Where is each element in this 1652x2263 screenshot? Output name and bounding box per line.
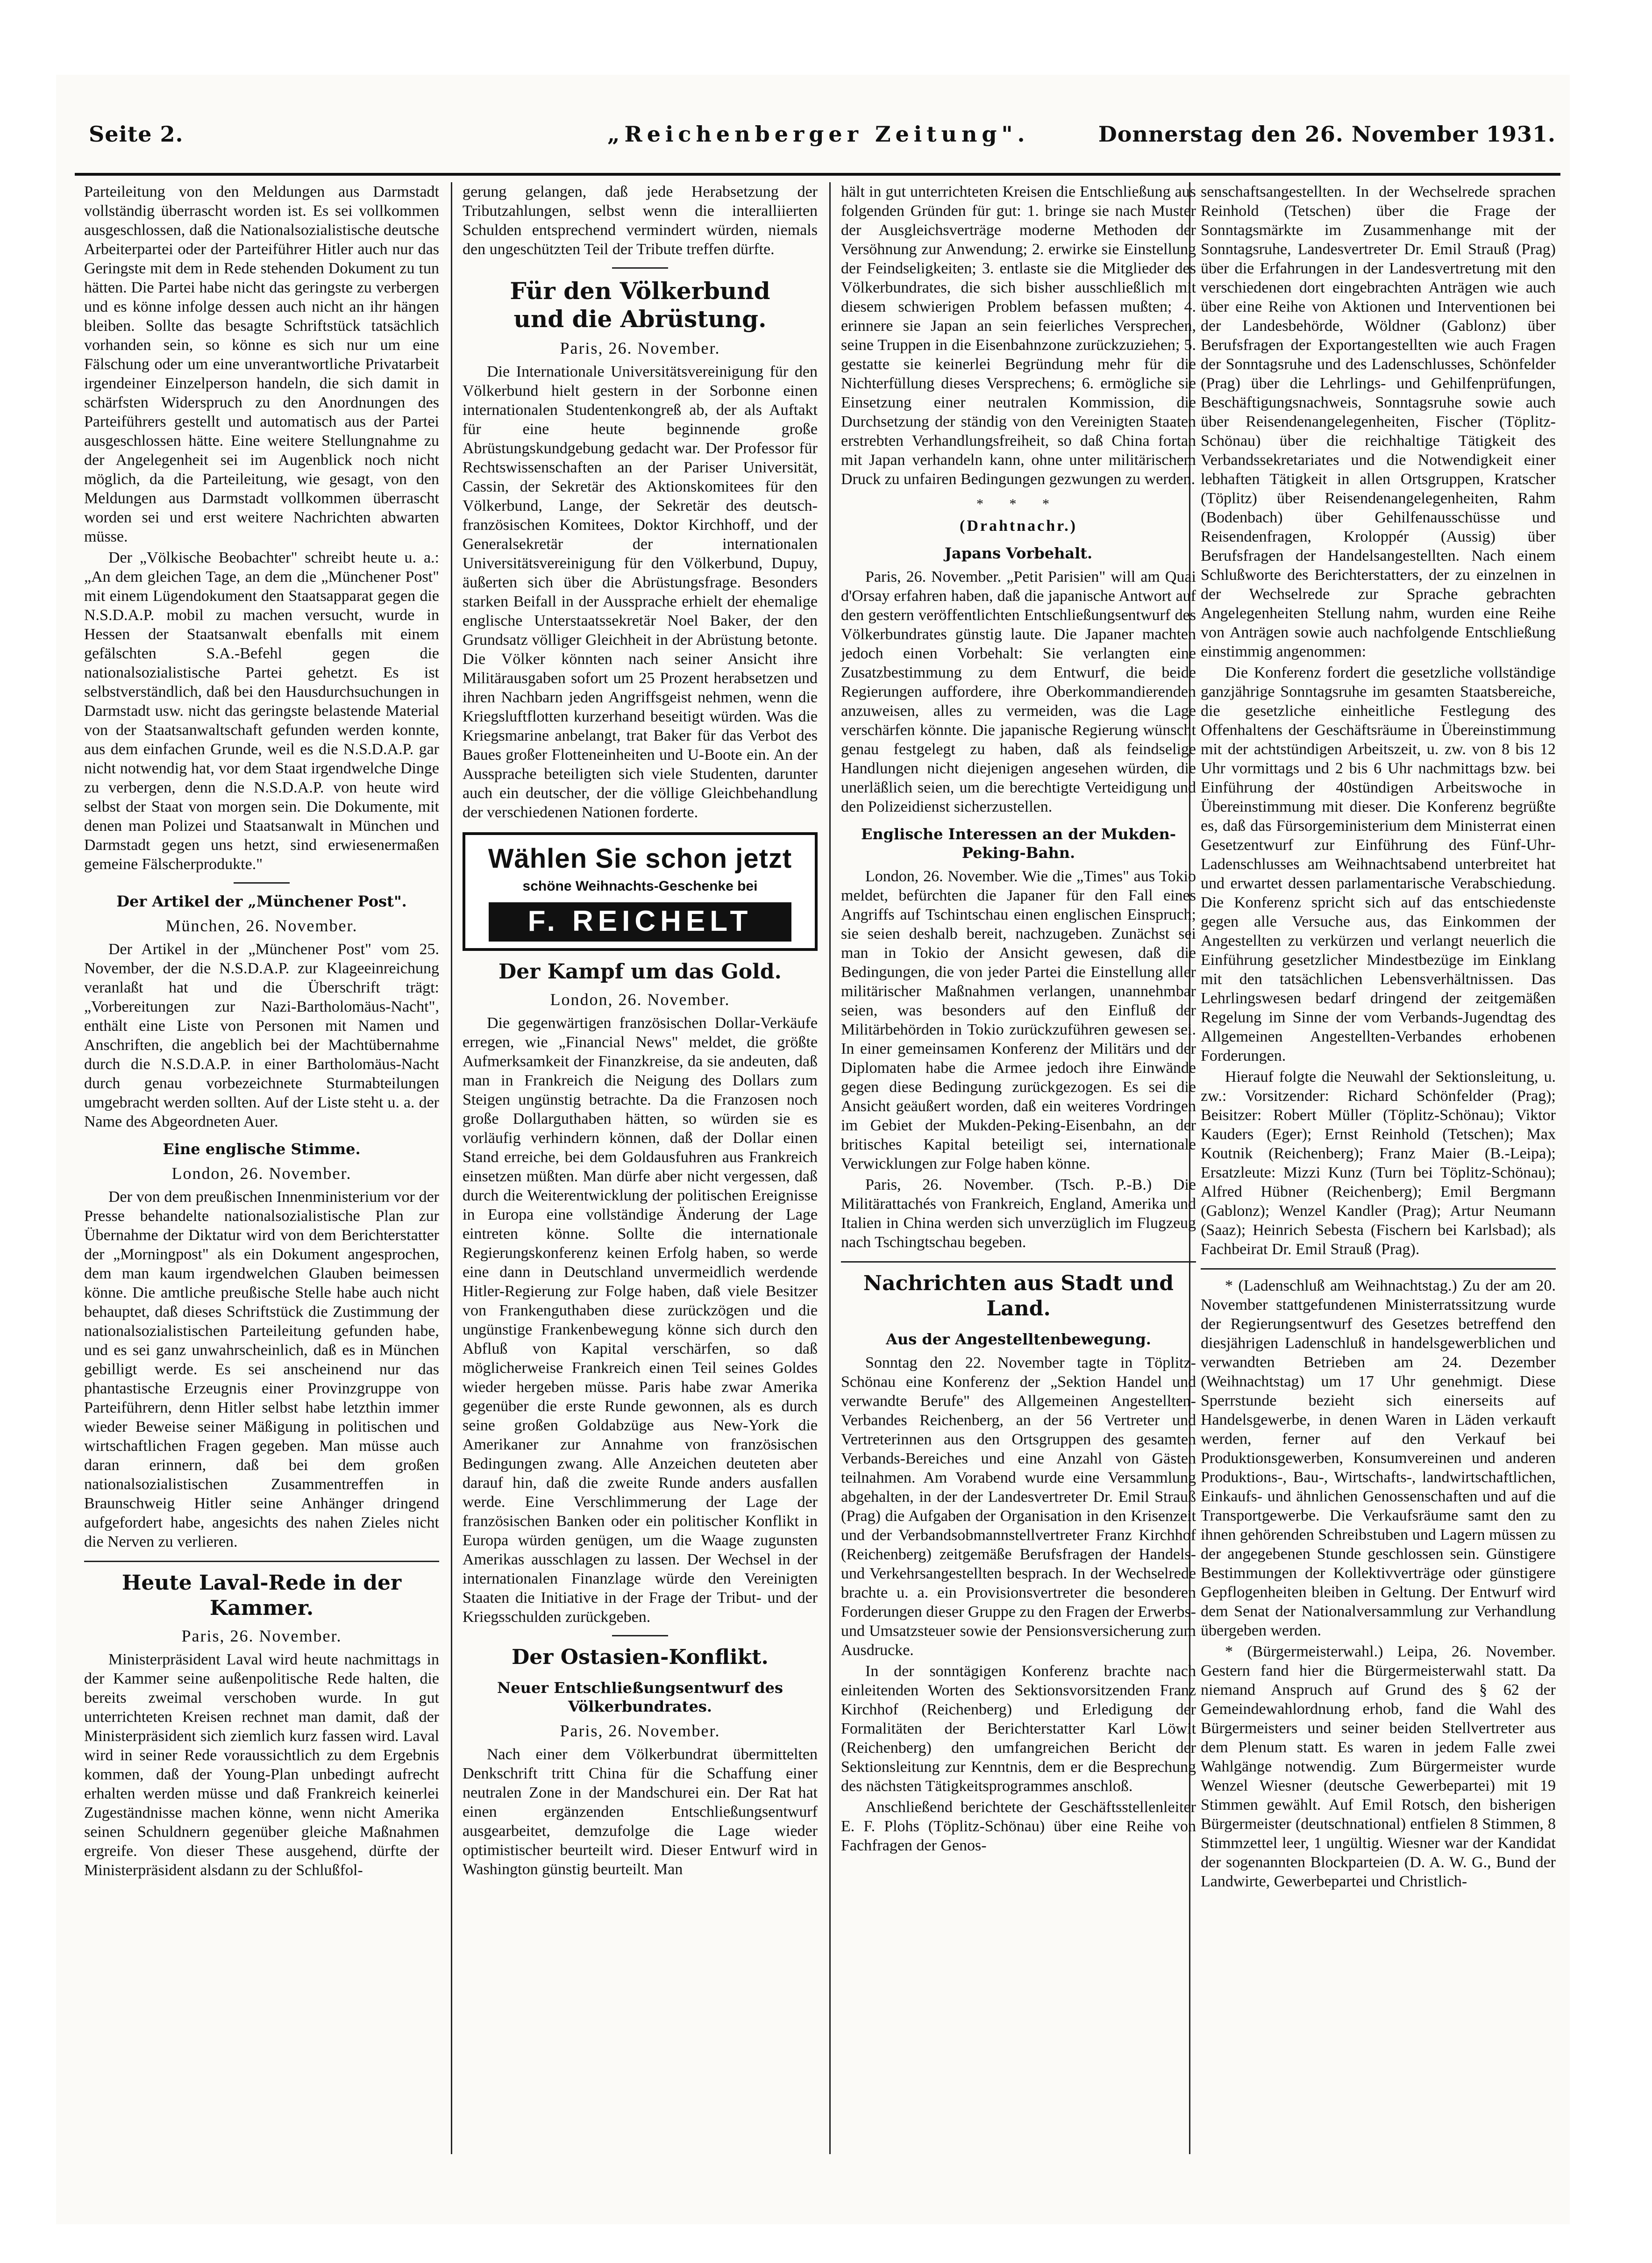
article-paragraph: Paris, 26. November. (Tsch. P.-B.) Die Militärattachés von Frankreich, England, Amerika und Italien in China werden sich unverzüglich im Flugzeug nach Tschingtschau begeben.: [841, 1176, 1196, 1251]
header-rule: [75, 173, 1560, 176]
article-paragraph: Die Konferenz fordert die gesetzliche vollständige ganzjährige Sonntagsruhe im gesamten Staatsbereiche, die gesetzliche einheitliche Festlegung des Offenhaltens der Geschäftsräume in Übereinstimmung mit der achtstündigen Arbeitszeit, u. zw. von 8 bis 12 Uhr vormittags und 2 bis 6 Uhr nachmittags bzw. bei Einführung der 40stündigen Arbeitswoche in Übereinstimmung mit dieser. Die Konferenz begrüßte es, daß das Fürsorgeministerium dem Ministerrat einen Gesetzentwurf zur Einführung des Fünf-Uhr-Ladenschlusses am Weihnachtsabend unterbreitet hat und erwartet dessen parlamentarische Verabschiedung. Die Konferenz spricht sich auf das entschiedenste gegen alle Versuche aus, das Einkommen der Angestellten zu verkürzen und verlangt neuerlich die Einführung gesetzlicher Mindestbezüge im Einklang mit den tatsächlichen Lebensverhältnissen. Das Lehrlingswesen bedarf dringend der zeitgemäßen Regelung im Sinne der vom Verbands-Jugendtag des Allgemeinen Angestellten-Verbandes erhobenen Forderungen.: [1201, 664, 1556, 1064]
article-paragraph: Der „Völkische Beobachter" schreibt heute u. a.: „An dem gleichen Tage, an dem die „Münchener Post" mit einem Lügendokument den Staatsapparat gegen die N.S.D.A.P. mobil zu machen versucht, wurde in Hessen der Staatsanwalt ebenfalls mit einem gefälschten S.A.-Befehl gegen die nationalsozialistische Partei gehetzt. Es ist selbstverständlich, daß bei den Hausdurchsuchungen in Darmstadt usw. nicht das geringste belastende Material von der Staatsanwaltschaft gefunden werden konnte, aus dem einfachen Grunde, weil es die N.S.D.A.P. gar nicht notwendig hat, vor dem Staat irgendwelche Dinge zu verbergen, denn die N.S.D.A.P. von heute wird selbst der Staat von morgen sein. Die Dokumente, mit denen man Polizei und Staatsanwalt in München und Darmstadt gegen uns hetzt, sind erwiesenermaßen gemeine Fälscherprodukte.": [84, 549, 439, 873]
dateline: Paris, 26. November.: [560, 1721, 720, 1740]
article-heading: Eine englische Stimme.: [163, 1140, 361, 1158]
article-paragraph: Parteileitung von den Meldungen aus Darmstadt vollständig überrascht worden ist. Es sei vollkommen ausgeschlossen, daß die Nationalsozialistische deutsche Arbeiterpartei oder der Parteiführer Hitler auch nur das Geringste mit dem in Rede stehenden Dokument zu tun hätten. Die Partei habe nicht das geringste zu verbergen und es könne infolge dessen auch nicht an ihr hängen bleiben. Sollte das besagte Schriftstück tatsächlich vorhanden sein, so könne es sich nur um eine Fälschung oder um eine unverantwortliche Privatarbeit irgendeiner Einzelperson handeln, die sich damit in schärfsten Widerspruch zu den Anordnungen des Parteiführers gestellt und automatisch aus der Partei ausgeschlossen hätte. Eine weitere Stellungnahme zu der Angelegenheit sei im Augenblick noch nicht möglich, da die Parteileitung, wie gesagt, von den Meldungen aus Darmstadt vollkommen überrascht worden sei und erst weitere Nachrichten abwarten müsse.: [84, 183, 439, 545]
separator: [84, 1561, 439, 1562]
page-number: Seite 2.: [89, 121, 184, 147]
article-paragraph: Ministerpräsident Laval wird heute nachmittags in der Kammer seine außenpolitische Rede halten, die bereits zweimal verschoben wurde. In gut unterrichteten Kreisen rechnet man damit, daß der Ministerpräsident sich ziemlich kurz fassen wird. Laval wird in seiner Rede voraussichtlich zu dem Ergebnis kommen, daß der Young-Plan unbedingt aufrecht erhalten werden müsse und daß Frankreich keinerlei Zugeständnisse machen könne, wenn nicht Amerika seinen Schuldnern gegenüber gleiche Maßnahmen ergreife. Von dieser These ausgehend, dürfte der Ministerpräsident alsdann zu der Schlußfol-: [84, 1651, 439, 1879]
article-paragraph: In der sonntägigen Konferenz brachte nach einleitenden Worten des Sektionsvorsitzenden Franz Kirchhof (Reichenberg) und Erledigung der Formalitäten der Berichterstatter Karl Löwit (Reichenberg) den umfangreichen Bericht der Sektionsleitung zur Kenntnis, dem er die Besprechung des nächsten Tätigkeitsprogrammes anschloß.: [841, 1663, 1196, 1795]
article-heading: Japans Vorbehalt.: [944, 544, 1093, 562]
separator: [612, 267, 668, 269]
dateline: London, 26. November.: [550, 990, 730, 1009]
dateline: München, 26. November.: [165, 916, 358, 935]
article-paragraph: Die gegenwärtigen französischen Dollar-Verkäufe erregen, wie „Financial News" meldet, die größte Aufmerksamkeit der Finanzkreise, da sie andeuten, daß man in Frankreich die Neigung des Dollars zum Steigen ungünstig betrachte. Da die Franzosen noch große Dollarguthaben hätten, so würden sie es vorläufig verhindern können, daß der Dollar einen Stand erreiche, bei dem Goldausfuhren aus Frankreich einsetzen müßten. Man dürfe aber nicht vergessen, daß durch die Weiterentwicklung der politischen Ereignisse in Europa eine vollständige Änderung der Lage eintreten könne. Sollte die internationale Regierungskonferenz keinen Erfolg haben, so werde eine dann in Deutschland unvermeidlich werdende Hitler-Regierung zur Folge haben, daß viele Besitzer von Frankenguthaben diese zurückzögen und die ungünstige Frankenbewegung könne sich durch den Abfluß von Kapital verschärfen, so daß möglicherweise Frankreich einen Teil seines Goldes wieder hergeben müsse. Paris habe zwar Amerika gegenüber die erste Runde gewonnen, als es durch seine großen Goldabzüge aus New-York die Amerikaner zur Annahme von französischen Bedingungen zwang. Alle Anzeichen deuteten aber darauf hin, daß die zweite Runde anders ausfallen werde. Eine Verschlimmerung der Lage der französischen Banken oder ein politischer Konflikt in Europa würden genügen, um die Waage zugunsten Amerikas ausschlagen zu lassen. Der Wechsel in der internationalen Finanzlage würde den Vereinigten Staaten die Initiative in der Frage der Tribut- und der Kriegsschulden zurückgeben.: [463, 1014, 818, 1626]
column-rule: [829, 182, 831, 2154]
ad-brand: F. REICHELT: [489, 902, 791, 942]
column-2: [463, 182, 818, 1881]
heading-line: Für den Völkerbund: [510, 277, 770, 305]
article-paragraph: * (Bürgermeisterwahl.) Leipa, 26. November. Gestern fand hier die Bürgermeisterwahl statt. Da niemand Anspruch auf Grund des § 62 der Gemeindewahlordnung erhob, fand die Wahl des Bürgermeisters und seiner beiden Stellvertreter aus dem Plenum statt. Es waren in jedem Falle zwei Wahlgänge notwendig. Zum Bürgermeister wurde Wenzel Wiesner (deutsche Gewerbepartei) mit 19 Stimmen gewählt. Auf Emil Rotsch, den bisherigen Bürgermeister (deutschnational) entfielen 8 Stimmen, 8 Stimmzettel leer, 1 ungültig. Wiesner war der Kandidat der sogenannten Blockparteien (D. A. W. G., Bund der Landwirte, Gewerbepartei und Christlich-: [1201, 1643, 1556, 1890]
section-heading: Nachrichten aus Stadt und Land.: [863, 1271, 1174, 1321]
newspaper-page: [56, 75, 1570, 2224]
article-paragraph: gerung gelangen, daß jede Herabsetzung der Tributzahlungen, selbst wenn die interalliierten Schulden entsprechend vermindert würden, niemals den ungeschützten Teil der Tribute treffen dürfte.: [463, 183, 818, 258]
article-heading: Der Ostasien-Konflikt.: [512, 1645, 769, 1669]
article-paragraph: Hierauf folgte die Neuwahl der Sektionsleitung, u. zw.: Vorsitzender: Richard Schönfelder (Prag); Beisitzer: Robert Müller (Töplitz-Schönau); Viktor Kauders (Eger); Ernst Reinhold (Tetschen); Max Koutnik (Reichenberg); Franz Maier (B.-Leipa); Ersatzleute: Mizzi Kunz (Turn bei Töplitz-Schönau); Alfred Hübner (Reichenberg); Emil Bergmann (Gablonz); Wenzel Kandler (Prag); Artur Neumann (Saaz); Heinrich Sebesta (Fischern bei Karlsbad); als Fachbeirat Dr. Emil Strauß (Prag).: [1201, 1068, 1556, 1258]
separator-stars: * * *: [976, 496, 1061, 512]
article-heading: Englische Interessen an der Mukden-Peking-Bahn.: [861, 825, 1176, 862]
column-rule: [451, 182, 452, 2154]
wire-label: (Drahtnachr.): [960, 517, 1077, 535]
column-1: [84, 182, 439, 1882]
separator: [612, 1635, 668, 1636]
article-paragraph: Der Artikel in der „Münchener Post" vom 25. November, der die N.S.D.A.P. zur Klageeinreichung veranlaßt hat und die Überschrift trägt: „Vorbereitungen zur Nazi-Bartholomäus-Nacht", enthält eine Liste von Personen mit Namen und Anschriften, die angeblich bei der Machtübernahme durch die N.S.D.A.P. in einer Bartholomäus-Nacht durch genau vorbezeichnete Sturmabteilungen umgebracht werden sollten. Auf der Liste steht u. a. der Name des Abgeordneten Auer.: [84, 941, 439, 1130]
column-4: [1201, 182, 1556, 1893]
dateline: Paris, 26. November.: [181, 1627, 342, 1645]
dateline: London, 26. November.: [171, 1164, 352, 1183]
column-3: [841, 182, 1196, 1857]
separator: [1201, 1268, 1556, 1270]
article-paragraph: senschaftsangestellten. In der Wechselrede sprachen Reinhold (Tetschen) über die Frage der Sonntagsmärkte im Zusammenhange mit der Sonntagsruhe, Landesvertreter Dr. Emil Strauß (Prag) über die Erfahrungen in der Landesvertretung mit den verschiedenen dort eingebrachten Anträgen wie auch über eine Reihe von Aktionen und Interventionen bei der Landesbehörde, Wöldner (Gablonz) über Berufsfragen der Exportangestellten wie auch Fragen der Sonntagsruhe und des Ladenschlusses, Schönfelder (Prag) über die Lehrlings- und Gehilfenprüfungen, Beschäftigungsnachweis, Sonntagsruhe sowie auch über Reisendenangelegenheiten, Fischer (Töplitz-Schönau) über die reichhaltige Tätigkeit des Verbandssekretariates und die Notwendigkeit einer lebhaften Tätigkeit in allen Ortsgruppen, Kratscher (Töplitz) über Reisendenangelegenheiten, Rahm (Bodenbach) über Gehilfenausschüsse und Reisendenfragen, Kroloppér (Aussig) über Berufsfragen der Handelsangestellten. Nach einem Schlußworte des Berichterstatters, der zu einzelnen in der Wechselrede zur Sprache gebrachten Angelegenheiten Stellung nahm, wurden eine Reihe von Anträgen sowie auch nachfolgende Entschließung einstimmig angenommen:: [1201, 183, 1556, 660]
heading-line: und die Abrüstung.: [513, 305, 767, 333]
article-paragraph: Nach einer dem Völkerbundrat übermittelten Denkschrift tritt China für die Schaffung einer neutralen Zone in der Mandschurei ein. Der Rat hat einen ergänzenden Entschließungsentwurf ausgearbeitet, demzufolge die Lage wieder optimistischer beurteilt wird. Dieser Entwurf wird in Washington günstig beurteilt. Man: [463, 1746, 818, 1878]
article-heading: [463, 277, 818, 333]
article-paragraph: * (Ladenschluß am Weihnachtstag.) Zu der am 20. November stattgefundenen Ministerratssitzung wurde der Regierungsentwurf des Gesetzes betreffend den diesjährigen Ladenschluß in handelsgewerblichen und verwandten Betrieben am 24. Dezember (Weihnachtstag) um 17 Uhr genehmigt. Diese Sperrstunde bezieht sich einerseits auf Handelsgewerbe, in denen Waren in Läden verkauft werden, ferner auf den Verkauf bei Produktionsgewerben, Konsumvereinen und anderen Produktions-, Bau-, Wirtschafts-, landwirtschaftlichen, Einkaufs- und ähnlichen Genossenschaften und auf die Transportgewerbe. Die Verkaufsräume samt den zu ihnen gehörenden Schreibstuben und Lagern müssen zu der angegebenen Stunde geschlossen sein. Günstigere Bestimmungen der Kollektivverträge oder günstigere Gepflogenheiten bleiben in Geltung. Der Entwurf wird dem Senat der Nationalversammlung zur Verhandlung übergeben werden.: [1201, 1277, 1556, 1639]
article-heading: Heute Laval-Rede in der Kammer.: [121, 1571, 402, 1620]
page-header: [56, 121, 1570, 173]
dateline: Paris, 26. November.: [560, 339, 720, 357]
issue-date: Donnerstag den 26. November 1931.: [1098, 121, 1556, 147]
article-paragraph: Sonntag den 22. November tagte in Töplitz-Schönau eine Konferenz der „Sektion Handel und verwandte Berufe" des Allgemeinen Angestellten-Verbandes Reichenberg, an der 56 Vertreter und Vertreterinnen aus den Ortsgruppen des gesamten Verbands-Bereiches und eine Anzahl von Gästen teilnahmen. Am Vorabend wurde eine Versammlung abgehalten, in der der Landesvertreter Dr. Emil Strauß (Prag) die Aufgaben der Organisation in den Krisenzeit und der Verbandsobmannstellvertreter Franz Kirchhof (Reichenberg) zeitgemäße Berufsfragen der Handels- und Verkehrsangestellten besprach. In der Wechselrede brachte u. a. ein Provisionsvertreter die besonderen Forderungen dieser Gruppe zu den Fragen der Erwerbs- und Umsatzsteuer sowie der Pensionsversicherung zum Ausdrucke.: [841, 1354, 1196, 1659]
ad-headline: Wählen Sie schon jetzt: [488, 843, 792, 874]
article-paragraph: Paris, 26. November. „Petit Parisien" will am Quai d'Orsay erfahren haben, daß die japanische Antwort auf den gestern veröffentlichten Entschließungsentwurf des Völkerbundrates günstig laute. Die Japaner machten jedoch einen Vorbehalt: Sie verlangten eine Zusatzbestimmung zu dem Entwurf, die beide Regierungen auffordere, ihre Oberkommandierenden anzuweisen, alles zu vermeiden, was die Lage verschärfen könnte. Die japanische Regierung wünscht genau festgelegt zu haben, daß als feindselige Handlungen nicht diejenigen angesehen würden, die unerläßlich seien, um die berechtigte Verteidigung und den Polizeidienst sicherzustellen.: [841, 568, 1196, 815]
article-heading: Aus der Angestelltenbewegung.: [886, 1330, 1151, 1348]
advertisement: [463, 832, 818, 951]
article-subheading: Neuer Entschließungsentwurf des Völkerbundrates.: [497, 1679, 783, 1715]
article-heading: Der Kampf um das Gold.: [498, 960, 782, 984]
article-paragraph: hält in gut unterrichteten Kreisen die Entschließung aus folgenden Gründen für gut: 1. bringe sie nach Muster der Ausgleichsverträge moderne Methoden der Versöhnung zur Anwendung; 2. erwirke sie Einstellung der Feindseligkeiten; 3. entlaste sie die Mitglieder des Völkerbundrates, die sich bisher ausschließlich mit diesem schwierigen Problem befassen mußten; 4. erinnere sie Japan an sein feierliches Versprechen, seine Truppen in die Eisenbahnzone zurückzuziehen; 5. gestatte sie keinerlei Begründung mehr für die Nichterfüllung dieses Versprechens; 6. ermögliche sie Einsetzung einer neutralen Kommission, die Durchsetzung der ständig von den Vereinigten Staaten erstrebten Verhandlungsfreiheit, so daß China fortan mit Japan verhandeln kann, ohne unter militärischem Druck zu unfairen Bedingungen gezwungen zu werden.: [841, 183, 1196, 488]
article-paragraph: Anschließend berichtete der Geschäftsstellenleiter E. F. Plohs (Töplitz-Schönau) über eine Reihe von Fachfragen der Genos-: [841, 1799, 1196, 1854]
article-paragraph: London, 26. November. Wie die „Times" aus Tokio meldet, befürchten die Japaner für den Fall eines Angriffs auf Tschintschau einen englischen Einspruch; sie seien deshalb bereit, nachzugeben. Zunächst sei man in Tokio der Ansicht gewesen, daß die Bedingungen, die von jeder Partei die Einstellung aller militärischer Maßnahmen verlangen, unannehmbar seien, was besonders auf den Einfluß der Militärbehörden in Tokio zurückzuführen gewesen sei. In einer gemeinsamen Konferenz der Militärs und der Diplomaten habe die Armee jedoch ihre Einwände gegen diese Bedingung zurückgezogen. Es sei die Ansicht geäußert worden, daß ein weiteres Vordringen im Gebiet der Mukden-Peking-Eisenbahn, an der britisches Kapital beteiligt sei, internationale Verwicklungen zur Folge haben könne.: [841, 868, 1196, 1172]
separator: [841, 1261, 1196, 1263]
ad-subline: schöne Weihnachts-Geschenke bei: [522, 878, 758, 894]
article-paragraph: Der von dem preußischen Innenministerium vor der Presse behandelte nationalsozialistische Plan zur Übernahme der Diktatur wird von dem Berichterstatter der „Morningpost" als ein Dokument angesprochen, dem man kaum irgendwelchen Glauben beimessen könne. Die amtliche preußische Stelle habe auch nicht behauptet, daß dieses Schriftstück die Zustimmung der nationalsozialistischen Parteileitung gefunden habe, und es sei ganz unwahrscheinlich, daß es in München gebilligt werde. Es sei anscheinend nur das phantastische Erzeugnis einer Provinzgruppe von Parteiführern, denn Hitler selbst habe letzthin immer wieder Beweise seiner Mäßigung in politischen und wirtschaftlichen Fragen gegeben. Man müsse auch daran erinnern, daß bei dem großen nationalsozialistischen Zusammentreffen in Braunschweig Hitler seine Anhänger dringend aufgefordert habe, angesichts des nahen Zieles nicht die Nerven zu verlieren.: [84, 1188, 439, 1550]
article-heading: Der Artikel der „Münchener Post".: [116, 892, 407, 910]
article-paragraph: Die Internationale Universitätsvereinigung für den Völkerbund hielt gestern in der Sorbonne einen internationalen Studentenkongreß ab, der als Auftakt für eine heute beginnende große Abrüstungskundgebung gedacht war. Der Professor für Rechtswissenschaften an der Pariser Universität, Cassin, der Sekretär des Aktionskomitees für den Völkerbund, Lange, der Sekretär des deutsch-französischen Komitees, Doktor Kirchhoff, und der Generalsekretär der internationalen Universitätsvereinigung für den Völkerbund, Dupuy, äußerten sich über die Abrüstungsfrage. Besonders starken Beifall in der Aussprache erhielt der ehemalige englische Unterstaatssekretär Noel Baker, der den Grundsatz völliger Gleichheit in der Abrüstung betonte. Die Völker könnten nach seiner Ansicht ihre Militärausgaben sofort um 25 Prozent herabsetzen und ihren Nachbarn jeden Angriffsgeist nehmen, wenn die Kriegsluftflotten kurzerhand beseitigt würden. Was die Kriegsmarine anbelangt, trat Baker für das Verbot des Baues großer Flotteneinheiten und U-Boote ein. An der Aussprache beteiligten sich viele Studenten, darunter auch ein deutscher, der die völlige Gleichbehandlung der verschiedenen Nationen forderte.: [463, 363, 818, 821]
newspaper-title: „Reichenberger Zeitung".: [607, 121, 1030, 147]
separator: [234, 882, 290, 884]
